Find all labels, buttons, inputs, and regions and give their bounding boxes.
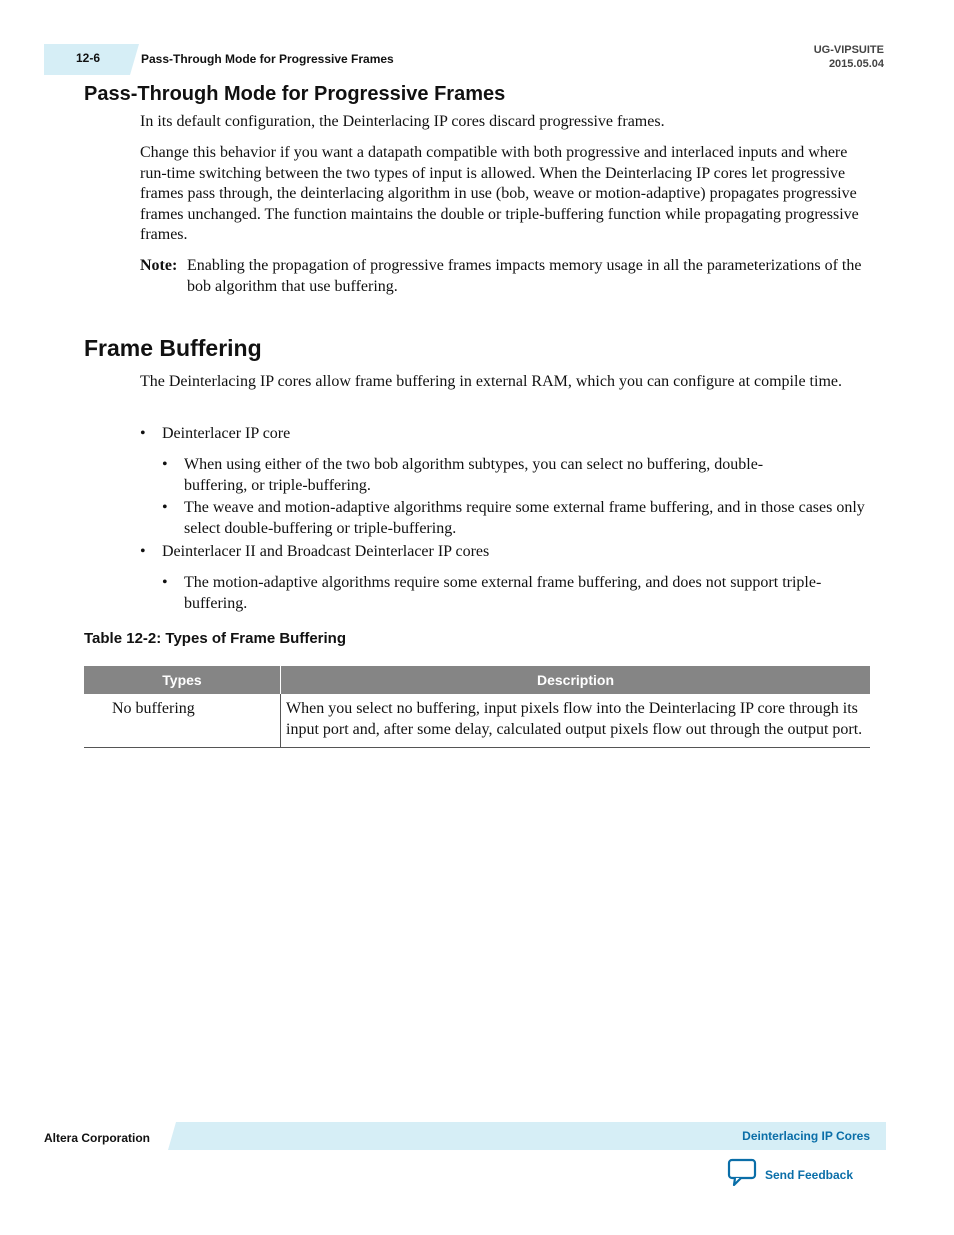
table-cell-description: When you select no buffering, input pixels flow into the Deinterlacing IP core through its input port and, after some delay, calculated output pixels flow out through the output port. <box>280 694 870 747</box>
table-row <box>84 694 870 748</box>
sub-list-item-text: The weave and motion-adaptive algorithms require some external frame buffering, and in those cases only select double-buffering or triple-buffering. <box>184 499 865 537</box>
speech-bubble-icon <box>727 1158 757 1191</box>
column-header-types: Types <box>162 672 202 688</box>
sub-list-item <box>162 455 822 496</box>
footer-section-link[interactable]: Deinterlacing IP Cores <box>742 1129 870 1143</box>
note-label: Note: <box>140 257 178 274</box>
paragraph-frame-buffering-intro: The Deinterlacing IP cores allow frame buffering in external RAM, which you can configure at compile time. <box>140 373 842 390</box>
bullet-marker: • <box>162 574 168 591</box>
document-id-code: UG-VIPSUITE <box>813 44 884 56</box>
sub-list-item-text: When using either of the two bob algorithm subtypes, you can select no buffering, double-buffering, or triple-buffering. <box>184 456 764 494</box>
paragraph-change-behavior: Change this behavior if you want a datapath compatible with both progressive and interlaced inputs and where run-time switching between the two types of input is allowed. When the Deinterlacing IP cores let progressive frames pass through, the deinterlacing algorithm in use (bob, weave or motion-adaptive) propagates progressive frames unchanged. The function maintains the double or triple-buffering function while propagating progressive frames. <box>140 144 859 243</box>
page-number: 12-6 <box>76 51 101 65</box>
send-feedback-label: Send Feedback <box>765 1167 854 1182</box>
column-header-description: Description <box>280 666 870 694</box>
bullet-marker: • <box>162 499 168 516</box>
sub-list-item <box>162 573 852 614</box>
send-feedback-link[interactable] <box>727 1158 853 1191</box>
running-title: Pass-Through Mode for Progressive Frames <box>141 52 394 66</box>
table-cell-type: No buffering <box>112 700 195 717</box>
bullet-marker: • <box>162 456 168 473</box>
section-heading-frame-buffering: Frame Buffering <box>84 335 262 361</box>
footer-company: Altera Corporation <box>44 1131 151 1145</box>
bullet-marker: • <box>140 425 146 442</box>
table-caption: Table 12-2: Types of Frame Buffering <box>84 630 346 647</box>
frame-buffering-table <box>84 666 870 748</box>
sub-list-item-text: The motion-adaptive algorithms require some external frame buffering, and does not support triple-buffering. <box>184 574 822 612</box>
document-date: 2015.05.04 <box>828 58 884 70</box>
list-item-text: Deinterlacer II and Broadcast Deinterlacer IP cores <box>162 543 490 560</box>
sub-list-item <box>162 498 872 539</box>
list-item <box>140 424 872 445</box>
table-header-row <box>84 666 870 694</box>
document-id <box>814 43 884 71</box>
list-item-text: Deinterlacer IP core <box>162 425 291 442</box>
note-block <box>140 256 872 297</box>
paragraph-default-config: In its default configuration, the Deinterlacing IP cores discard progressive frames. <box>140 113 665 130</box>
section-heading-pass-through: Pass-Through Mode for Progressive Frames <box>84 83 506 105</box>
list-item <box>140 542 872 563</box>
bullet-marker: • <box>140 543 146 560</box>
note-text: Enabling the propagation of progressive frames impacts memory usage in all the parameterizations of the bob algorithm that use buffering. <box>187 257 862 295</box>
